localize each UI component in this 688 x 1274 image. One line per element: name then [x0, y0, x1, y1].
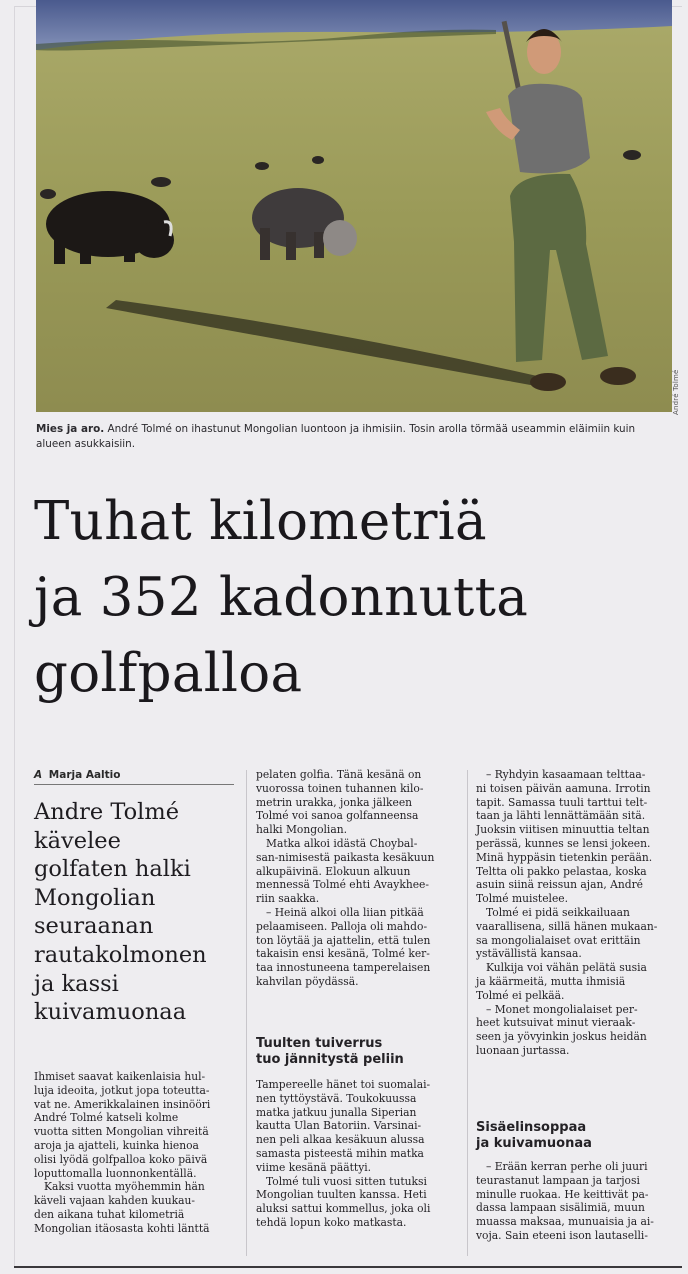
subheading-line: tuo jännitystä peliin: [256, 1052, 404, 1067]
body-line: Tolmé ei pelkää.: [476, 988, 565, 1002]
column-divider: [246, 770, 247, 1256]
column-2: [256, 768, 461, 989]
body-line: halki Mongolian.: [256, 823, 347, 837]
body-line: asuin siinä reissun ajan, André: [476, 878, 644, 892]
body-line: vaarallisena, sillä hänen mukaan-: [476, 919, 658, 933]
body-line: – Heinä alkoi olla liian pitkää: [266, 905, 424, 919]
lead-line: rautakolmonen: [34, 941, 207, 968]
body-line: viime kesänä päättyi.: [256, 1160, 372, 1174]
body-line: sa mongolialaiset ovat erittäin: [476, 933, 641, 947]
body-line: alkupäivinä. Elokuun alkuun: [256, 864, 411, 878]
body-line: luja ideoita, jotkut jopa toteutta-: [34, 1083, 210, 1097]
body-line: Tolmé ei pidä seikkailuaan: [486, 905, 630, 919]
body-line: heet kutsuivat minut vieraak-: [476, 1016, 636, 1030]
body-line: olisi lyödä golfpalloa koko päivä: [34, 1152, 208, 1166]
lead-line: kävelee: [34, 827, 121, 854]
body-line: mennessä Tolmé ehti Avaykhee-: [256, 878, 429, 892]
body-line: ton löytää ja ajattelin, että tulen: [256, 933, 431, 947]
body-line: taa innostuneena tamperelaisen: [256, 961, 431, 975]
body-line: Minä hyppäsin tietenkin perään.: [476, 850, 653, 864]
body-line: loputtomalla luonnonkentällä.: [34, 1166, 197, 1180]
body-line: Teltta oli pakko pelastaa, koska: [476, 864, 647, 878]
body-line: den aikana tuhat kilometriä: [34, 1207, 185, 1221]
body-line: Kulkija voi vähän pelätä susia: [486, 961, 647, 975]
body-line: samasta pisteestä mihin matka: [256, 1146, 424, 1160]
byline-rule: [34, 784, 234, 785]
body-line: – Erään kerran perhe oli juuri: [486, 1160, 648, 1173]
body-line: André Tolmé katseli kolme: [34, 1111, 179, 1125]
body-line: matka jatkuu junalla Siperian: [256, 1105, 417, 1119]
body-line: vat ne. Amerikkalainen insinööri: [34, 1097, 211, 1111]
body-line: tapit. Samassa tuuli tarttui telt-: [476, 795, 648, 809]
body-line: vuotta sitten Mongolian vihreitä: [34, 1125, 209, 1139]
headline-line: Tuhat kilometriä: [34, 491, 487, 552]
body-line: Matka alkoi idästä Choybal-: [266, 836, 418, 850]
photo-caption: [36, 422, 668, 452]
body-line: san-nimisestä paikasta kesäkuun: [256, 850, 435, 864]
headline: [34, 484, 674, 712]
body-line: – Monet mongolialaiset per-: [486, 1002, 638, 1016]
body-line: Juoksin viitisen minuuttia teltan: [476, 823, 650, 837]
lead-line: seuraanan: [34, 913, 154, 940]
body-line: teurastanut lampaan ja tarjosi: [476, 1173, 640, 1187]
body-line: nen peli alkaa kesäkuun alussa: [256, 1133, 425, 1147]
subheading-line: ja kuivamuonaa: [476, 1136, 592, 1151]
body-line: kahvilan pöydässä.: [256, 974, 359, 988]
body-line: kautta Ulan Batoriin. Varsinai-: [256, 1119, 422, 1133]
column-3: [476, 768, 684, 1058]
subheading: [256, 1036, 404, 1068]
page-left-rule: [14, 6, 15, 1268]
body-line: luonaan jurtassa.: [476, 1043, 570, 1057]
body-line: taan ja lähti lennättämään sitä.: [476, 809, 646, 823]
column-1: [34, 1070, 239, 1236]
body-line: minulle ruokaa. He keittivät pa-: [476, 1187, 649, 1201]
column-3-continued: [476, 1160, 684, 1243]
headline-line: ja 352 kadonnutta: [34, 567, 529, 628]
body-line: dassa lampaan sisälimiä, muun: [476, 1201, 645, 1215]
body-line: vuorossa toinen tuhannen kilo-: [256, 781, 424, 795]
body-line: takaisin ensi kesänä, Tolmé ker-: [256, 947, 430, 961]
subheading-line: Tuulten tuiverrus: [256, 1036, 383, 1051]
body-line: – Ryhdyin kasaamaan telttaa-: [486, 768, 646, 781]
body-line: Tolmé tuli vuosi sitten tutuksi: [266, 1174, 427, 1188]
body-line: Ihmiset saavat kaikenlaisia hul-: [34, 1070, 206, 1083]
byline: [34, 769, 234, 781]
photo-credit: André Tolmé: [672, 369, 680, 415]
page-bottom-rule: [14, 1266, 682, 1268]
body-line: aroja ja ajatteli, kuinka hienoa: [34, 1138, 199, 1152]
body-line: perässä, kunnes se lensi jokeen.: [476, 836, 651, 850]
lead-line: kuivamuonaa: [34, 999, 187, 1026]
body-line: Mongolian itäosasta kohti länttä: [34, 1221, 210, 1235]
paper-logo: A: [34, 769, 43, 781]
lead-line: Andre Tolmé: [34, 799, 180, 825]
body-line: pelaten golfia. Tänä kesänä on: [256, 768, 422, 781]
body-line: pelaamiseen. Palloja oli mahdo-: [256, 919, 428, 933]
body-line: nen tyttöystävä. Toukokuussa: [256, 1091, 417, 1105]
lead-line: Mongolian: [34, 884, 156, 911]
subheading-line: Sisäelinsoppaa: [476, 1120, 587, 1135]
caption-lead: Mies ja aro.: [36, 423, 105, 435]
headline-line: golfpalloa: [34, 643, 303, 704]
author-name: Marja Aaltio: [48, 769, 121, 781]
body-line: metrin urakka, jonka jälkeen: [256, 795, 413, 809]
subheading: [476, 1120, 592, 1152]
body-line: riin saakka.: [256, 892, 320, 906]
body-line: Tolmé voi sanoa golfanneensa: [256, 809, 419, 823]
column-2-continued: [256, 1078, 461, 1230]
body-line: tehdä lopun koko matkasta.: [256, 1215, 407, 1229]
steppe-scene: [36, 0, 672, 412]
body-line: voja. Sain eteeni ison lautaselli-: [476, 1228, 648, 1242]
body-line: Kaksi vuotta myöhemmin hän: [44, 1180, 205, 1194]
body-line: Tampereelle hänet toi suomalai-: [256, 1078, 431, 1091]
body-line: muassa maksaa, munuaisia ja ai-: [476, 1215, 654, 1229]
lead-line: golfaten halki: [34, 856, 191, 883]
body-line: käveli vajaan kahden kuukau-: [34, 1194, 195, 1208]
body-line: ja käärmeitä, mutta ihmisiä: [476, 974, 626, 988]
body-line: aluksi sattui kommellus, joka oli: [256, 1202, 431, 1216]
caption-text: André Tolmé on ihastunut Mongolian luontoon ja ihmisiin. Tosin arolla törmää useammin eläimiin kuin alueen asukkaisiin.: [36, 423, 636, 450]
body-line: Mongolian tuulten kanssa. Heti: [256, 1188, 427, 1202]
body-line: seen ja yövyinkin joskus heidän: [476, 1030, 647, 1044]
body-line: ystävällistä kansaa.: [476, 947, 582, 961]
column-divider: [467, 770, 468, 1256]
article-photo: [36, 0, 672, 412]
body-line: ni toisen päivän aamuna. Irrotin: [476, 781, 651, 795]
lead-paragraph: [34, 798, 239, 1027]
lead-line: ja kassi: [34, 970, 119, 997]
body-line: Tolmé muistelee.: [476, 892, 569, 906]
